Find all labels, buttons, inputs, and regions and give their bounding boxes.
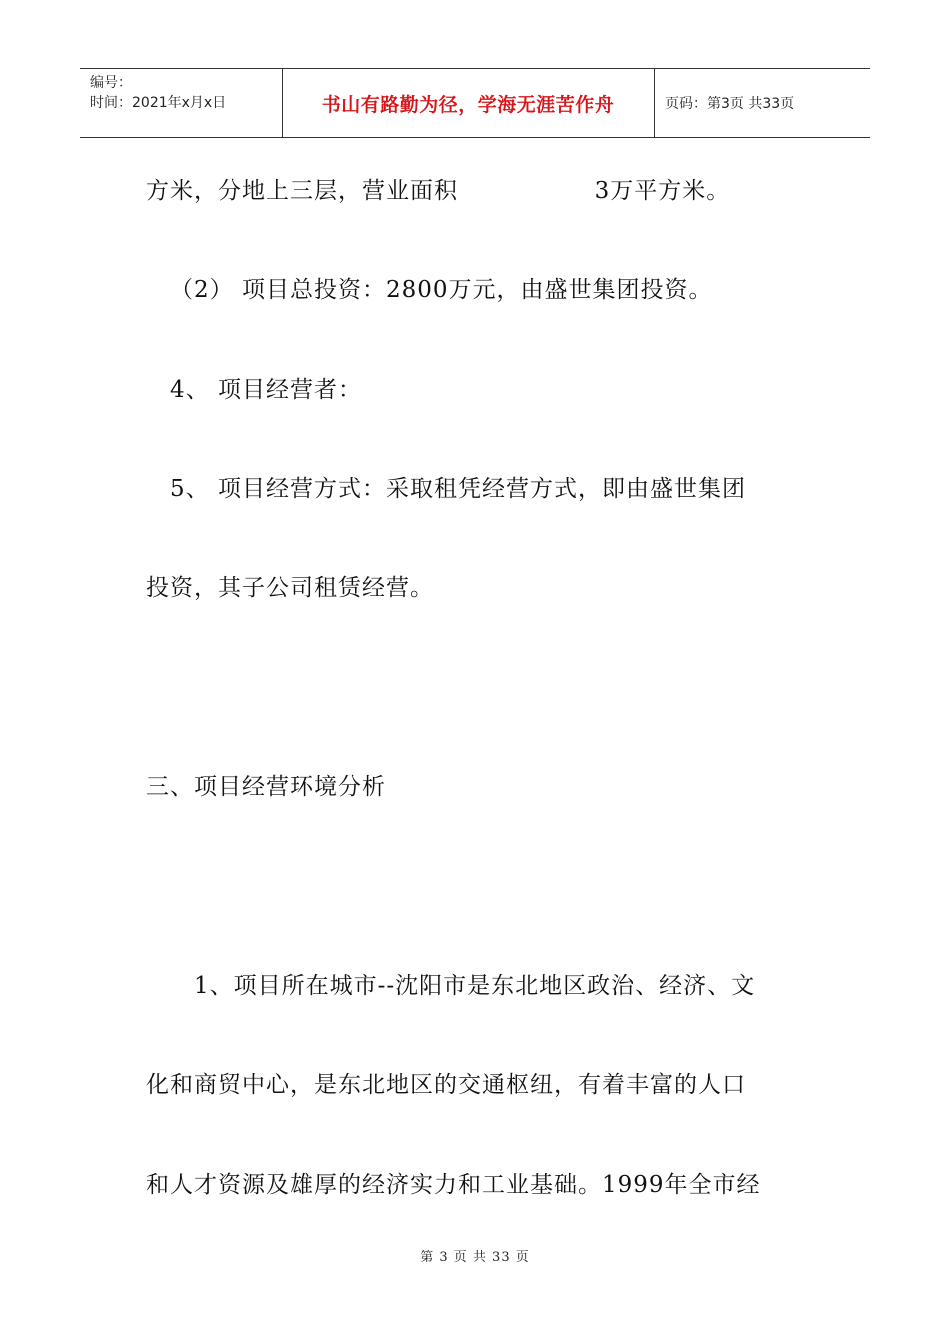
page-footer: 第 3 页 共 33 页 bbox=[420, 1250, 530, 1265]
header-page-number: 页码：第3页 共33页 bbox=[665, 96, 795, 112]
body-line-1-area: 3万平方米。 bbox=[594, 178, 731, 204]
paragraph-line-3: 和人才资源及雄厚的经济实力和工业基础。1999年全市经 bbox=[146, 1172, 761, 1198]
body-line-5: 投资，其子公司租赁经营。 bbox=[146, 575, 434, 601]
body-line-1 bbox=[146, 172, 730, 205]
body-line-2: （2） 项目总投资：2800万元，由盛世集团投资。 bbox=[170, 277, 713, 303]
serial-number-label: 编号： bbox=[90, 75, 132, 91]
header-divider-right bbox=[654, 69, 655, 137]
body-line-4: 5、 项目经营方式：采取租凭经营方式，即由盛世集团 bbox=[170, 476, 746, 502]
section-heading: 三、项目经营环境分析 bbox=[146, 774, 386, 800]
paragraph-line-1: 1、项目所在城市--沈阳市是东北地区政治、经济、文 bbox=[194, 973, 756, 999]
header-meta bbox=[90, 73, 226, 113]
header-motto: 书山有路勤为径，学海无涯苦作舟 bbox=[321, 93, 615, 116]
page-header bbox=[80, 68, 870, 138]
paragraph-line-2: 化和商贸中心，是东北地区的交通枢纽，有着丰富的人口 bbox=[146, 1072, 746, 1098]
body-line-3: 4、 项目经营者： bbox=[170, 377, 362, 403]
body-line-1-text: 方米，分地上三层，营业面积 bbox=[146, 178, 458, 204]
date-label: 时间：2021年x月x日 bbox=[90, 95, 227, 111]
